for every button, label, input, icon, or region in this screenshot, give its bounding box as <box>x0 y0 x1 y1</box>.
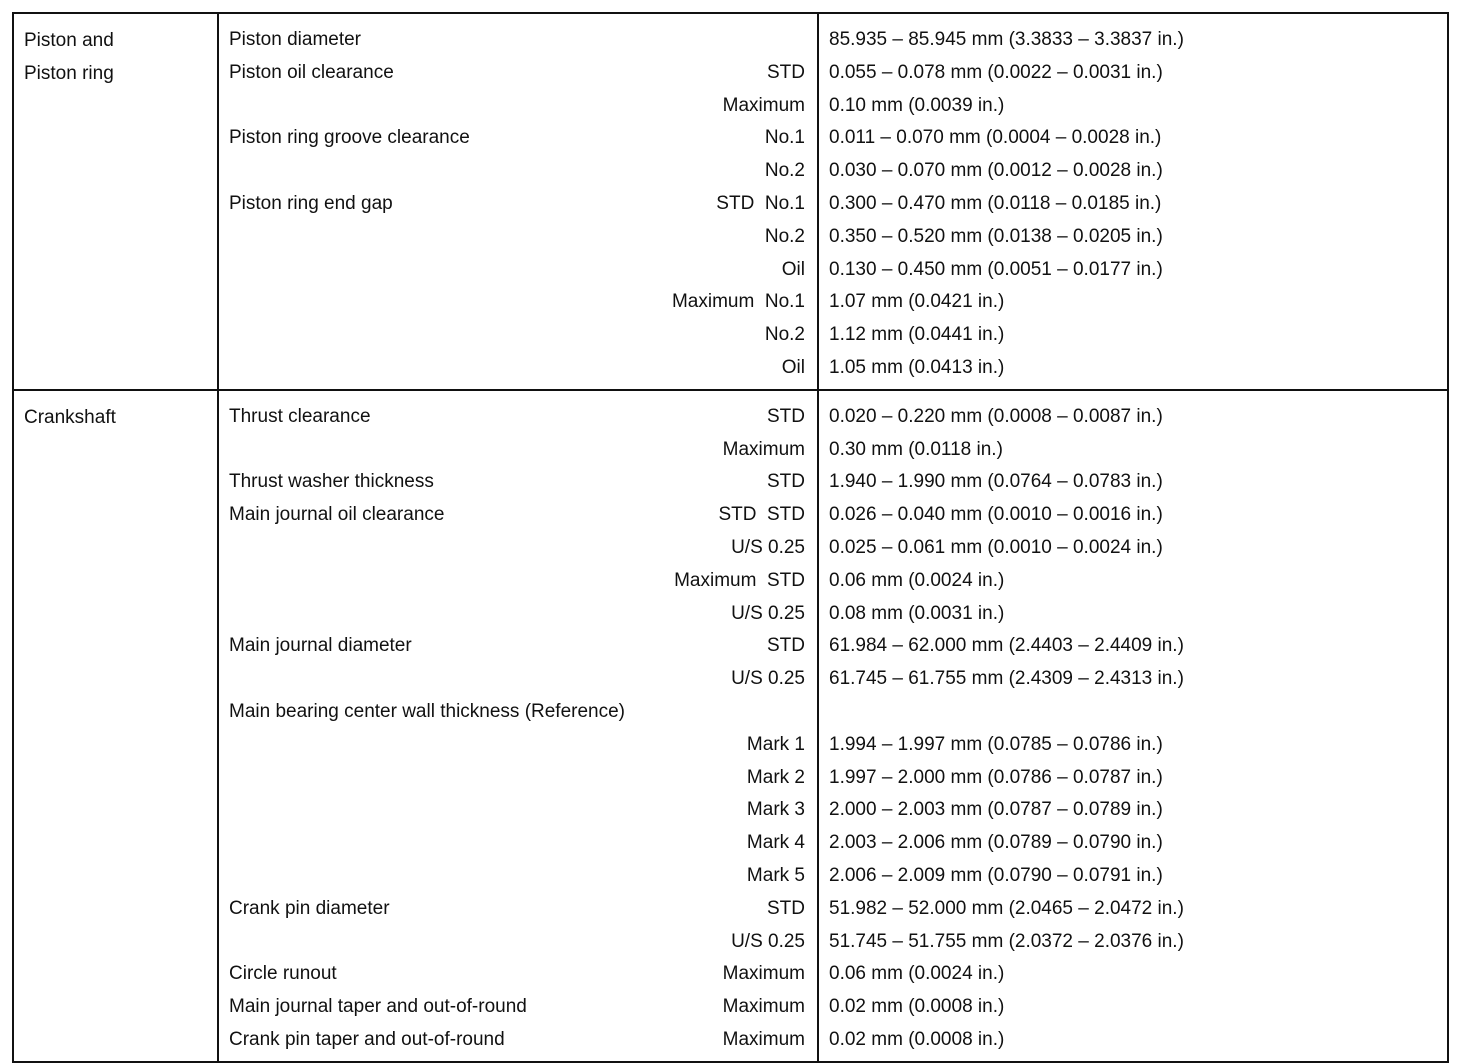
spec-value: 0.025 – 0.061 mm (0.0010 – 0.0024 in.) <box>829 536 1163 558</box>
spec-value: 85.935 – 85.945 mm (3.3833 – 3.3837 in.) <box>829 29 1184 50</box>
spec-value: 0.055 – 0.078 mm (0.0022 – 0.0031 in.) <box>829 61 1163 83</box>
spec-qualifier: STD <box>767 897 805 919</box>
spec-value: 1.997 – 2.000 mm (0.0786 – 0.0787 in.) <box>829 766 1163 788</box>
spec-qualifier: Mark 2 <box>746 766 805 788</box>
spec-qualifier: U/S 0.25 <box>731 668 805 690</box>
category-cell <box>13 13 218 390</box>
spec-qualifier: Mark 5 <box>746 864 805 886</box>
spec-item-label: Main journal oil clearance <box>229 504 445 526</box>
category-label: Piston and <box>24 30 114 51</box>
spec-item-line <box>219 794 817 827</box>
item-cell <box>218 390 818 1062</box>
spec-item-line <box>219 762 817 795</box>
spec-item-label: Main bearing center wall thickness (Reference) <box>229 700 626 722</box>
spec-item-line <box>219 598 817 631</box>
spec-item-label: Main journal taper and out-of-round <box>229 996 527 1018</box>
spec-qualifier: U/S 0.25 <box>731 602 805 624</box>
spec-item-line <box>219 729 817 762</box>
spec-qualifier: Mark 1 <box>746 733 805 755</box>
spec-value: 0.10 mm (0.0039 in.) <box>829 94 1005 116</box>
spec-qualifier: Oil <box>781 258 805 280</box>
spec-value: 0.020 – 0.220 mm (0.0008 – 0.0087 in.) <box>829 405 1163 427</box>
spec-item-label: Thrust clearance <box>229 405 371 427</box>
section-row <box>13 390 1448 1062</box>
spec-qualifier: Oil <box>781 356 805 378</box>
spec-value: 0.06 mm (0.0024 in.) <box>829 963 1005 985</box>
spec-item-label: Crank pin taper and out-of-round <box>229 1028 505 1050</box>
spec-item-line <box>219 434 817 467</box>
spec-item-line <box>219 57 817 90</box>
spec-item-label: Piston oil clearance <box>229 61 394 83</box>
spec-qualifier: Maximum No.1 <box>671 291 805 313</box>
spec-qualifier: No.1 <box>764 127 805 149</box>
spec-value: 1.940 – 1.990 mm (0.0764 – 0.0783 in.) <box>829 471 1163 493</box>
spec-item-line <box>219 122 817 155</box>
spec-value: 2.000 – 2.003 mm (0.0787 – 0.0789 in.) <box>829 799 1163 821</box>
section-row <box>13 13 1448 390</box>
spec-value: 2.006 – 2.009 mm (0.0790 – 0.0791 in.) <box>829 864 1163 886</box>
spec-value: 0.02 mm (0.0008 in.) <box>829 1028 1005 1050</box>
spec-item-line <box>219 630 817 663</box>
spec-value: 0.06 mm (0.0024 in.) <box>829 569 1005 591</box>
spec-item-label: Circle runout <box>229 963 337 985</box>
spec-item-line <box>219 958 817 991</box>
spec-value: 0.300 – 0.470 mm (0.0118 – 0.0185 in.) <box>829 192 1162 214</box>
spec-item-line <box>219 286 817 319</box>
spec-value: 0.030 – 0.070 mm (0.0012 – 0.0028 in.) <box>829 160 1163 182</box>
spec-item-label: Piston diameter <box>229 29 362 50</box>
spec-qualifier: Mark 4 <box>746 832 805 854</box>
spec-qualifier: U/S 0.25 <box>731 930 805 952</box>
spec-qualifier: STD <box>767 61 805 83</box>
spec-value: 0.350 – 0.520 mm (0.0138 – 0.0205 in.) <box>829 225 1163 247</box>
spec-value: 0.130 – 0.450 mm (0.0051 – 0.0177 in.) <box>829 258 1163 280</box>
spec-qualifier: STD <box>767 405 805 427</box>
category-label: Crankshaft <box>24 406 116 428</box>
spec-value: 51.982 – 52.000 mm (2.0465 – 2.0472 in.) <box>829 897 1184 919</box>
spec-qualifier: STD <box>767 635 805 657</box>
spec-item-line <box>219 319 817 352</box>
spec-item-line <box>219 827 817 860</box>
spec-value: 61.745 – 61.755 mm (2.4309 – 2.4313 in.) <box>829 668 1184 690</box>
spec-qualifier: Mark 3 <box>746 799 805 821</box>
spec-qualifier: No.2 <box>764 160 805 182</box>
spec-item-line <box>219 499 817 532</box>
spec-item-line <box>219 24 817 57</box>
spec-item-line <box>219 352 817 385</box>
spec-item-line <box>219 991 817 1024</box>
spec-item-line <box>219 466 817 499</box>
spec-qualifier: Maximum <box>722 438 805 460</box>
spec-value: 0.026 – 0.040 mm (0.0010 – 0.0016 in.) <box>829 504 1163 526</box>
spec-item-line <box>219 565 817 598</box>
spec-qualifier: U/S 0.25 <box>731 536 805 558</box>
spec-value: 0.08 mm (0.0031 in.) <box>829 602 1005 624</box>
spec-value: 1.05 mm (0.0413 in.) <box>829 356 1005 378</box>
spec-qualifier: STD No.1 <box>716 192 805 214</box>
spec-value: 0.02 mm (0.0008 in.) <box>829 996 1005 1018</box>
spec-item-line <box>219 1024 817 1057</box>
spec-item-line <box>219 90 817 123</box>
spec-item-line <box>219 188 817 221</box>
item-cell <box>218 13 818 390</box>
spec-qualifier: Maximum <box>722 1028 805 1050</box>
spec-item-line <box>219 696 817 729</box>
spec-item-line <box>219 401 817 434</box>
spec-qualifier: No.2 <box>764 225 805 247</box>
spec-item-label: Piston ring end gap <box>229 192 393 214</box>
spec-item-line <box>219 663 817 696</box>
spec-qualifier: STD <box>767 471 805 493</box>
spec-value: 0.011 – 0.070 mm (0.0004 – 0.0028 in.) <box>829 127 1162 149</box>
spec-item-label: Crank pin diameter <box>229 897 390 919</box>
spec-item-line <box>219 532 817 565</box>
spec-item-line <box>219 926 817 959</box>
category-label: Piston ring <box>24 63 114 84</box>
spec-value: 61.984 – 62.000 mm (2.4403 – 2.4409 in.) <box>829 635 1184 657</box>
spec-value: 1.994 – 1.997 mm (0.0785 – 0.0786 in.) <box>829 733 1163 755</box>
value-cell <box>818 13 1448 390</box>
spec-item-line <box>219 860 817 893</box>
spec-value: 1.12 mm (0.0441 in.) <box>829 324 1005 346</box>
spec-qualifier: Maximum <box>722 996 805 1018</box>
spec-qualifier: Maximum <box>722 963 805 985</box>
spec-item-label: Thrust washer thickness <box>229 471 434 493</box>
spec-value: 2.003 – 2.006 mm (0.0789 – 0.0790 in.) <box>829 832 1163 854</box>
spec-qualifier: Maximum <box>722 94 805 116</box>
spec-table-body <box>13 13 1448 1062</box>
spec-item-line <box>219 155 817 188</box>
spec-value: 1.07 mm (0.0421 in.) <box>829 291 1005 313</box>
spec-item-line <box>219 254 817 287</box>
value-cell <box>818 390 1448 1062</box>
spec-qualifier: STD STD <box>718 504 805 526</box>
spec-item-line <box>219 893 817 926</box>
spec-item-label: Piston ring groove clearance <box>229 127 470 149</box>
spec-item-line <box>219 221 817 254</box>
spec-qualifier: Maximum STD <box>674 569 805 591</box>
spec-value <box>819 696 1447 729</box>
spec-value: 0.30 mm (0.0118 in.) <box>829 438 1003 460</box>
spec-qualifier: No.2 <box>764 324 805 346</box>
spec-item-label: Main journal diameter <box>229 635 412 657</box>
category-cell <box>13 390 218 1062</box>
spec-value: 51.745 – 51.755 mm (2.0372 – 2.0376 in.) <box>829 930 1184 952</box>
spec-table <box>12 12 1449 1063</box>
